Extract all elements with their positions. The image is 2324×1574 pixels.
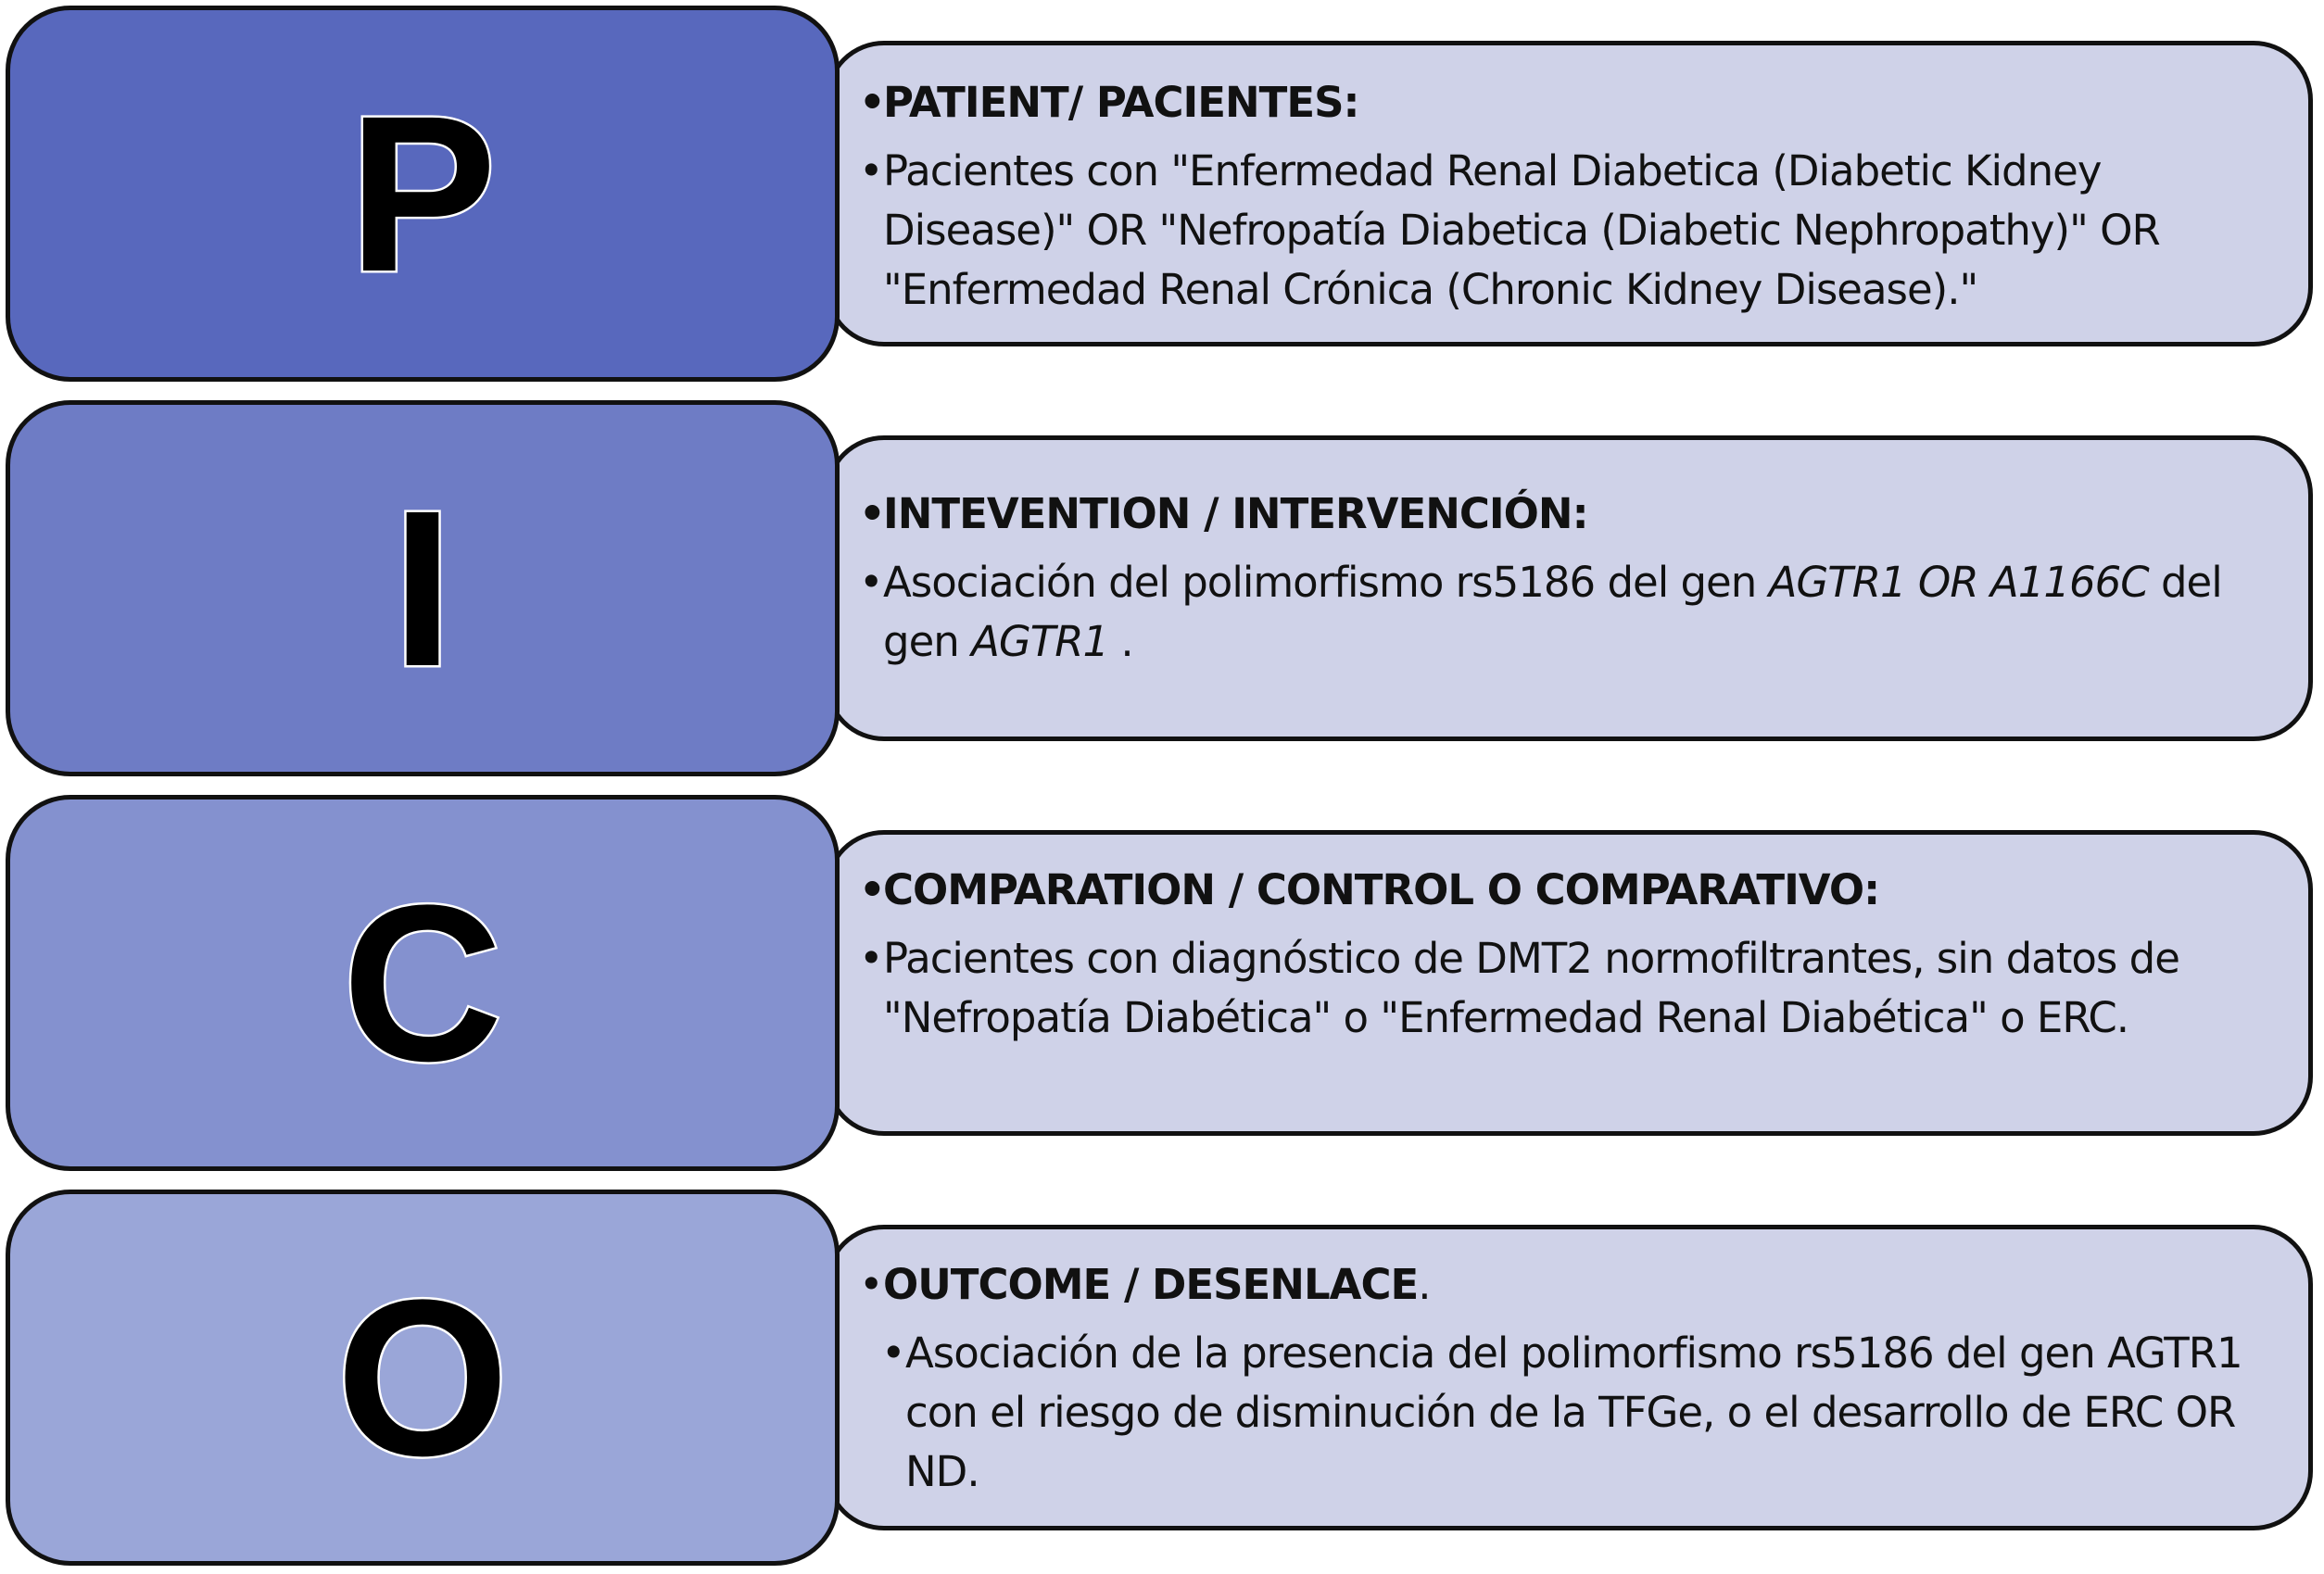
comparation-heading: • COMPARATION / CONTROL O COMPARATIVO:	[861, 861, 2271, 920]
patient-heading: • PATIENT/ PACIENTES:	[861, 73, 2271, 132]
intervention-gene: AGTR1	[971, 617, 1109, 666]
pico-row-outcome	[0, 1184, 2324, 1573]
letter-o: O	[335, 1253, 510, 1502]
pico-row-intervention	[0, 395, 2324, 784]
outcome-heading-line	[861, 1255, 2271, 1315]
intervention-text-a: Asociación del polimorfismo rs5186 del gen	[883, 558, 1769, 607]
pico-row-patient	[0, 0, 2324, 389]
letter-c: C	[342, 859, 503, 1107]
intervention-text-c: del gen	[883, 558, 2222, 666]
patient-detail-box	[825, 41, 2313, 346]
patient-description: • Pacientes con "Enfermedad Renal Diabetica (Diabetic Kidney Disease)" OR "Nefropatía Diabetica (Diabetic Nephropathy)" OR "Enfermedad Renal Crónica (Chronic Kidney Disease)."	[861, 142, 2271, 320]
intervention-heading: • INTEVENTION / INTERVENCIÓN:	[861, 485, 2271, 544]
letter-box-c	[6, 795, 840, 1171]
intervention-description	[861, 553, 2271, 672]
intervention-detail-box	[825, 435, 2313, 741]
outcome-heading-suffix: .	[1418, 1260, 1431, 1309]
letter-box-p	[6, 6, 840, 382]
comparation-detail-box	[825, 830, 2313, 1136]
letter-box-o	[6, 1190, 840, 1566]
intervention-gene-variant: AGTR1 OR A1166C	[1768, 558, 2149, 607]
outcome-description: • Asociación de la presencia del polimorfismo rs5186 del gen AGTR1 con el riesgo de disminución de la TFGe, o el desarrollo de ERC OR ND.	[883, 1324, 2271, 1502]
outcome-heading: OUTCOME / DESENLACE	[883, 1260, 1419, 1309]
letter-p: P	[347, 69, 498, 318]
outcome-detail-box	[825, 1225, 2313, 1530]
letter-box-i	[6, 400, 840, 776]
pico-row-comparation	[0, 789, 2324, 1178]
intervention-text-e: .	[1108, 617, 1133, 666]
letter-i: I	[391, 464, 454, 712]
comparation-description: • Pacientes con diagnóstico de DMT2 normofiltrantes, sin datos de "Nefropatía Diabética" o "Enfermedad Renal Diabética" o ERC.	[861, 929, 2271, 1048]
